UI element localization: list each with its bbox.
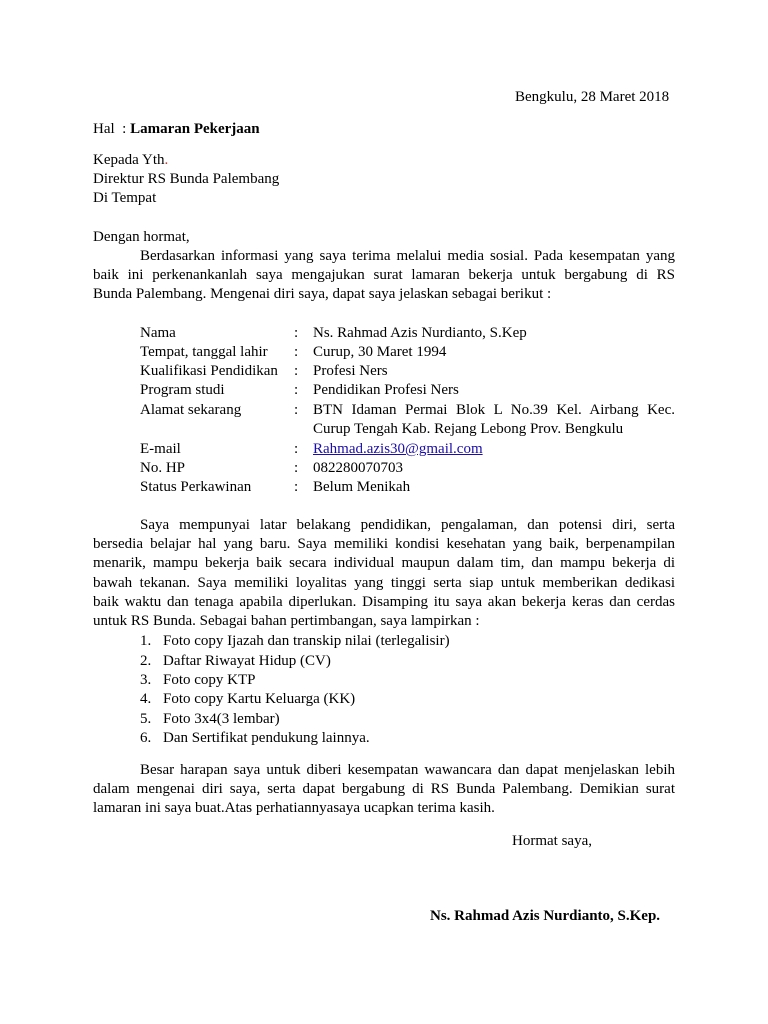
detail-label-status: Status Perkawinan [140,479,252,495]
detail-value-prodi: Pendidikan Profesi Ners [313,382,459,398]
intro-line: Berdasarkan informasi yang saya terima melalui media sosial. Pada kesempatan yang [140,248,675,264]
detail-sep: : [294,325,299,341]
list-item: Foto copy Kartu Keluarga (KK) [163,691,356,707]
detail-label-nama: Nama [140,325,176,341]
subject-line [93,120,260,139]
detail-sep: : [294,344,299,360]
closing-line: Besar harapan saya untuk diberi kesempatan wawancara dan dapat menjelaskan lebih [140,762,675,778]
subject-text: Lamaran Pekerjaan [130,121,260,137]
detail-label-alamat: Alamat sekarang [140,402,242,418]
list-item: Foto 3x4(3 lembar) [163,711,280,727]
body-line: bawah tekanan. Saya memiliki loyalitas yang tinggi serta siap untuk memberikan dedikasi [93,574,675,591]
detail-sep: : [294,382,299,398]
detail-value-ttl: Curup, 30 Maret 1994 [313,344,447,360]
signature-name: Ns. Rahmad Azis Nurdianto, S.Kep. [430,908,661,924]
detail-label-hp: No. HP [140,460,186,476]
intro-line: Bunda Palembang. Mengenai diri saya, dapat saya jelaskan sebagai berikut : [93,286,552,303]
kepada-yth: Kepada Yth [93,152,165,168]
detail-label-email: E-mail [140,441,181,457]
body-line: baik waktu dan tenaga apabila diperlukan. Disamping itu saya akan bekerja keras dan cerdas [93,593,675,610]
closing-line: lamaran ini saya buat.Atas perhatiannyasaya ucapkan terima kasih. [93,800,495,817]
greeting: Dengan hormat, [93,229,190,245]
closing-paragraph [93,761,675,819]
list-item: Foto copy KTP [163,672,256,688]
list-item-number: 3. [140,672,152,688]
kepada-yth-dot: . [164,152,169,168]
list-item-number: 5. [140,711,152,727]
intro-line: baik ini perkenankanlah saya mengajukan surat lamaran bekerja untuk bergabung di RS [93,267,675,284]
detail-sep: : [294,479,299,495]
detail-sep: : [294,402,299,418]
recipient-prefix [93,151,168,170]
detail-value-nama: Ns. Rahmad Azis Nurdianto, S.Kep [313,325,527,341]
list-item-number: 2. [140,653,152,669]
detail-value-alamat-2: Curup Tengah Kab. Rejang Lebong Prov. Bengkulu [313,421,624,437]
body-line: bersedia belajar hal yang baru. Saya memiliki kondisi kesehatan yang baik, berpenampilan [93,536,675,553]
body-paragraph [93,516,675,631]
detail-value-alamat: BTN Idaman Permai Blok L No.39 Kel. Airbang Kec. [313,402,675,418]
regards: Hormat saya, [512,833,592,849]
detail-label-kualifikasi: Kualifikasi Pendidikan [140,363,278,379]
list-item: Daftar Riwayat Hidup (CV) [163,653,331,669]
body-line: Saya mempunyai latar belakang pendidikan, pengalaman, dan potensi diri, serta [140,517,675,533]
list-item-number: 4. [140,691,152,707]
detail-label-ttl: Tempat, tanggal lahir [140,344,268,360]
subject-label: Hal : [93,121,131,137]
body-line: untuk RS Bunda. Sebagai bahan pertimbangan, saya lampirkan : [93,613,480,630]
detail-value-kualifikasi: Profesi Ners [313,363,388,379]
recipient-place: Di Tempat [93,190,157,206]
list-item: Dan Sertifikat pendukung lainnya. [163,730,370,746]
closing-line: dalam mengenai diri saya, serta dapat bergabung di RS Bunda Palembang. Demikian surat [93,781,675,798]
detail-sep: : [294,363,299,379]
list-item-number: 1. [140,633,152,649]
recipient-name: Direktur RS Bunda Palembang [93,171,280,187]
detail-label-prodi: Program studi [140,382,225,398]
email-link[interactable]: Rahmad.azis30@gmail.com [313,441,483,457]
letter-date: Bengkulu, 28 Maret 2018 [515,89,670,105]
detail-sep: : [294,460,299,476]
list-item: Foto copy Ijazah dan transkip nilai (terlegalisir) [163,633,450,649]
body-line: menarik, mampu bekerja baik secara individual maupun dalam tim, dan mampu bekerja di [93,555,675,572]
list-item-number: 6. [140,730,152,746]
intro-paragraph [93,247,675,305]
detail-value-status: Belum Menikah [313,479,411,495]
detail-value-hp: 082280070703 [313,460,403,476]
detail-sep: : [294,441,299,457]
